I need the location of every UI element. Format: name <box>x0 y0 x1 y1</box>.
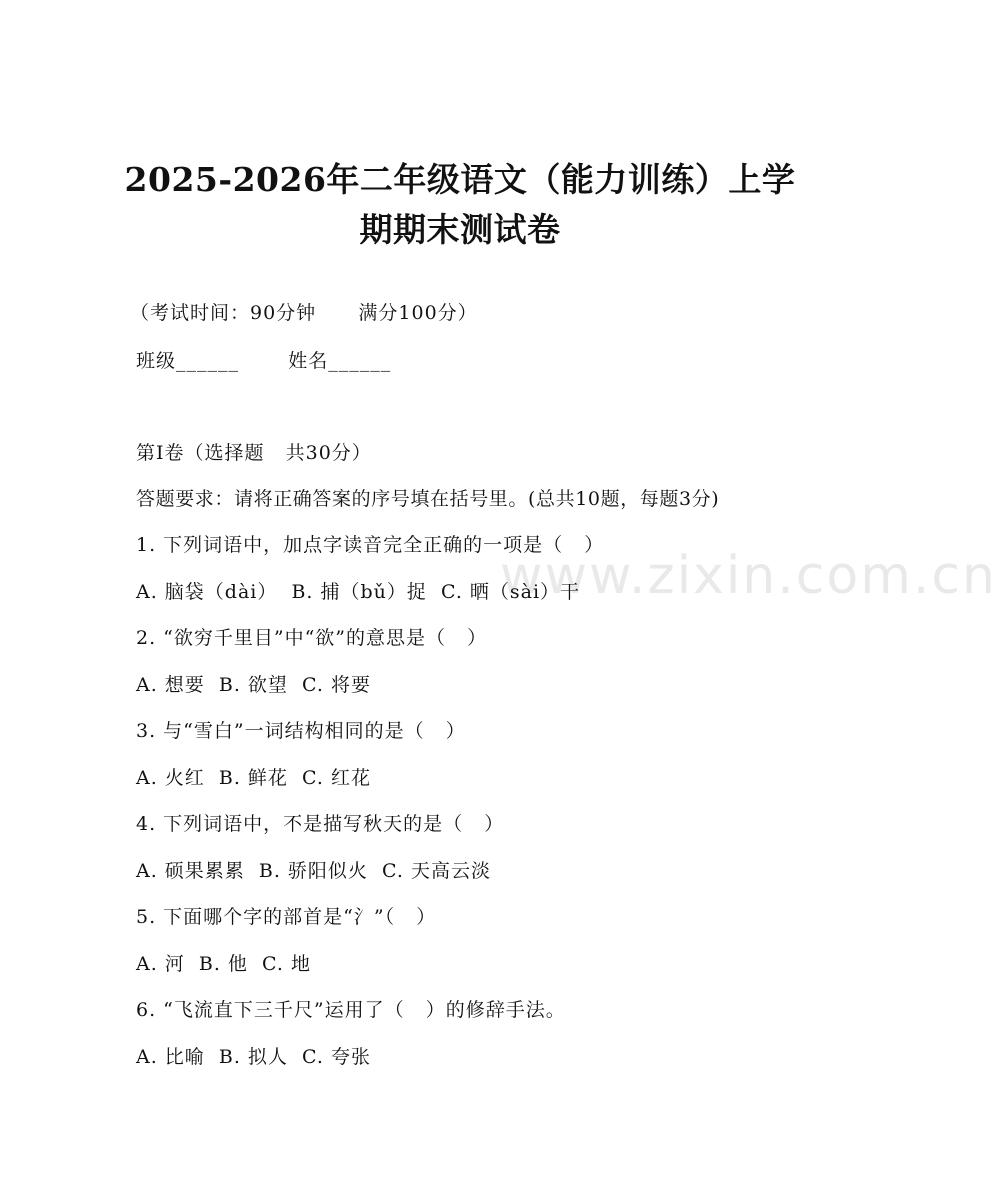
exam-info: （考试时间：90分钟 满分100分） <box>130 302 478 324</box>
question-options: A. 脑袋（dài） B. 捕（bǔ）捉 C. 晒（sài）干 <box>136 581 581 603</box>
question-options: A. 河 B. 他 C. 地 <box>136 953 311 975</box>
question-options: A. 想要 B. 欲望 C. 将要 <box>136 674 371 696</box>
exam-title-line-1: 2025-2026年二年级语文（能力训练）上学 <box>124 160 796 199</box>
question-options: A. 硕果累累 B. 骄阳似火 C. 天高云淡 <box>136 860 491 882</box>
watermark: www.zixin.com.cn <box>500 546 997 606</box>
question-stem: 3. 与“雪白”一词结构相同的是（ ） <box>136 720 466 742</box>
question-options: A. 比喻 B. 拟人 C. 夸张 <box>136 1046 371 1068</box>
question-stem: 2. “欲穷千里目”中“欲”的意思是（ ） <box>136 627 488 649</box>
question-stem: 1. 下列词语中，加点字读音完全正确的一项是（ ） <box>136 534 605 556</box>
exam-title-line-2: 期期末测试卷 <box>359 210 561 249</box>
class-name-fields: 班级______ 姓名______ <box>136 350 392 372</box>
question-stem: 4. 下列词语中，不是描写秋天的是（ ） <box>136 813 505 835</box>
question-stem: 6. “飞流直下三千尺”运用了（ ）的修辞手法。 <box>136 999 566 1021</box>
question-stem: 5. 下面哪个字的部首是“氵”（ ） <box>136 906 437 928</box>
section-header: 第I卷（选择题 共30分） <box>136 442 372 464</box>
question-options: A. 火红 B. 鲜花 C. 红花 <box>136 767 371 789</box>
instructions: 答题要求：请将正确答案的序号填在括号里。(总共10题，每题3分) <box>136 488 720 510</box>
